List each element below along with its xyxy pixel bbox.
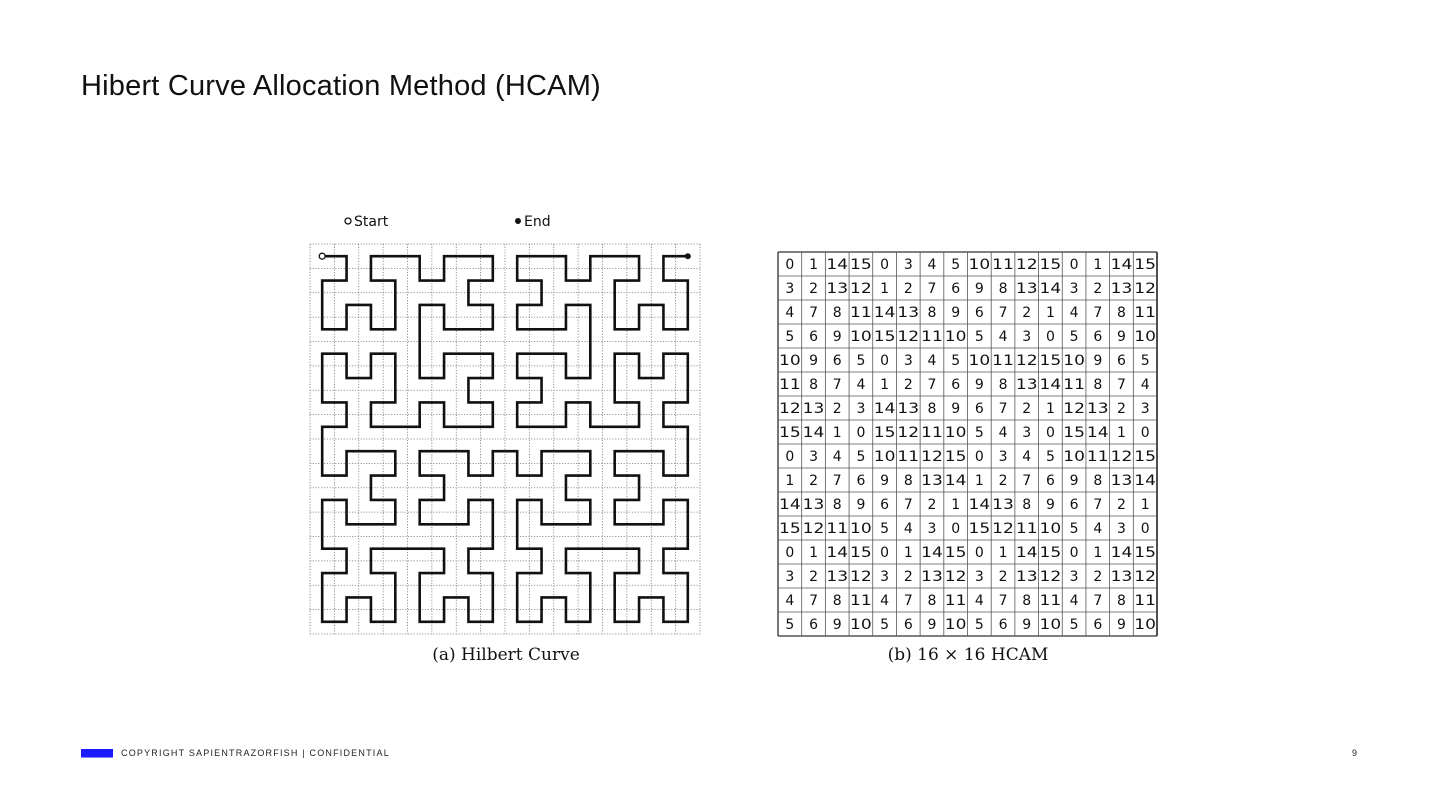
curve-end-icon [685, 253, 691, 259]
hcam-cell-value: 9 [856, 497, 866, 513]
hcam-cell-value: 1 [880, 281, 890, 297]
hcam-cell-value: 1 [1117, 425, 1126, 441]
hcam-cell-value: 4 [856, 377, 866, 393]
hcam-cell-value: 14 [802, 425, 825, 441]
hcam-cell-value: 3 [903, 257, 913, 273]
hcam-cell-value: 10 [968, 353, 991, 369]
hcam-cell-value: 12 [992, 521, 1014, 537]
hcam-cell-value: 11 [1039, 593, 1062, 609]
hcam-cell-value: 7 [927, 281, 937, 297]
hcam-cell-value: 13 [826, 569, 849, 585]
hilbert-curve-figure [300, 205, 720, 675]
hcam-cell-value: 15 [944, 449, 967, 465]
hcam-cell-value: 5 [785, 329, 795, 345]
hcam-cell-value: 12 [850, 569, 872, 585]
footer-copyright: COPYRIGHT SAPIENTRAZORFISH | CONFIDENTIAL [121, 748, 390, 758]
hcam-cell-value: 0 [1069, 257, 1079, 273]
hcam-cell-value: 5 [974, 617, 984, 633]
hcam-cell-value: 2 [1093, 569, 1103, 585]
hcam-cell-value: 8 [998, 377, 1008, 393]
hcam-cell-value: 2 [1093, 281, 1103, 297]
hcam-cell-value: 6 [832, 353, 842, 369]
hcam-cell-value: 4 [998, 425, 1008, 441]
hcam-cell-value: 15 [873, 425, 896, 441]
hcam-cell-value: 13 [802, 497, 825, 513]
hcam-cell-value: 9 [974, 377, 984, 393]
hcam-cell-value: 3 [903, 353, 913, 369]
hcam-cell-value: 14 [1110, 257, 1133, 273]
hcam-cell-value: 5 [1069, 329, 1079, 345]
hcam-cell-value: 0 [880, 257, 890, 273]
hcam-cell-value: 3 [927, 521, 937, 537]
hcam-cell-value: 14 [1039, 281, 1062, 297]
hcam-cell-value: 1 [903, 545, 913, 561]
hcam-cell-value: 8 [1093, 473, 1103, 489]
hcam-cell-value: 4 [1022, 449, 1032, 465]
hcam-cell-value: 6 [1093, 617, 1103, 633]
hcam-cell-value: 0 [880, 545, 890, 561]
hcam-cell-value: 13 [1110, 473, 1133, 489]
hcam-cell-value: 10 [1039, 617, 1062, 633]
hcam-cell-value: 5 [951, 257, 961, 273]
hcam-cell-value: 7 [903, 593, 913, 609]
hcam-cell-value: 10 [944, 425, 967, 441]
hcam-cell-value: 7 [1022, 473, 1032, 489]
hcam-cell-value: 8 [1093, 377, 1103, 393]
hcam-cell-value: 11 [778, 377, 801, 393]
hcam-cell-value: 12 [1134, 281, 1157, 297]
hcam-cell-value: 8 [998, 281, 1008, 297]
hcam-cell-value: 9 [974, 281, 984, 297]
hcam-cell-value: 13 [1015, 377, 1038, 393]
hcam-cell-value: 1 [809, 545, 818, 561]
hcam-cell-value: 15 [1134, 449, 1157, 465]
hcam-cell-value: 1 [951, 497, 961, 513]
slide-title: Hibert Curve Allocation Method (HCAM) [81, 70, 601, 102]
hcam-cell-value: 8 [927, 593, 937, 609]
end-marker-icon [515, 218, 521, 224]
hcam-cell-value: 15 [850, 257, 872, 273]
hcam-cell-value: 10 [850, 329, 872, 345]
hcam-cell-value: 13 [897, 401, 920, 417]
hcam-cell-value: 13 [1110, 281, 1133, 297]
hcam-cell-value: 12 [1015, 257, 1038, 273]
hcam-cell-value: 10 [1063, 449, 1085, 465]
hcam-cell-value: 5 [974, 329, 984, 345]
hcam-cell-value: 1 [1093, 257, 1103, 273]
hcam-cell-value: 7 [903, 497, 913, 513]
hcam-cell-value: 8 [1117, 593, 1126, 609]
hcam-cell-value: 7 [998, 593, 1008, 609]
hcam-cell-value: 14 [1039, 377, 1062, 393]
hcam-cell-value: 2 [1022, 401, 1032, 417]
hcam-cell-value: 15 [778, 425, 801, 441]
hcam-cell-value: 10 [944, 329, 967, 345]
hcam-cell-value: 4 [927, 353, 937, 369]
hcam-cell-value: 15 [968, 521, 991, 537]
hcam-cell-value: 6 [974, 305, 984, 321]
hcam-cell-value: 13 [802, 401, 825, 417]
hcam-cell-value: 1 [1045, 401, 1055, 417]
hcam-cell-value: 10 [1063, 353, 1085, 369]
hcam-cell-value: 10 [1134, 617, 1157, 633]
hcam-cell-value: 2 [903, 569, 913, 585]
hcam-cell-value: 4 [785, 593, 795, 609]
hcam-cell-value: 15 [778, 521, 801, 537]
hcam-cell-value: 14 [921, 545, 943, 561]
hcam-cell-value: 15 [1039, 545, 1062, 561]
hcam-cell-value: 0 [974, 449, 984, 465]
hcam-cell-value: 6 [951, 377, 961, 393]
hcam-cell-value: 9 [1117, 617, 1126, 633]
hcam-cell-value: 10 [873, 449, 896, 465]
page-number: 9 [1352, 748, 1358, 758]
hcam-cell-value: 2 [1117, 497, 1126, 513]
hcam-cell-value: 0 [856, 425, 866, 441]
hcam-cell-value: 6 [998, 617, 1008, 633]
hcam-cell-value: 4 [1069, 305, 1079, 321]
hcam-cell-value: 4 [903, 521, 913, 537]
hcam-cell-value: 0 [974, 545, 984, 561]
hcam-cell-value: 1 [998, 545, 1008, 561]
hcam-cell-value: 10 [850, 617, 872, 633]
hcam-cell-value: 8 [832, 497, 842, 513]
hcam-cell-value: 7 [832, 473, 842, 489]
hcam-cell-value: 7 [832, 377, 842, 393]
hcam-cell-value: 8 [1022, 593, 1032, 609]
hcam-cell-value: 12 [944, 569, 967, 585]
hcam-cell-value: 3 [998, 449, 1008, 465]
hcam-cell-value: 9 [880, 473, 890, 489]
hcam-cell-value: 7 [998, 401, 1008, 417]
hcam-cell-value: 12 [1134, 569, 1157, 585]
hcam-cell-value: 12 [1063, 401, 1085, 417]
hcam-cell-value: 6 [809, 617, 818, 633]
hcam-cell-value: 12 [802, 521, 825, 537]
hcam-cell-value: 3 [1140, 401, 1150, 417]
hcam-cell-value: 9 [1117, 329, 1126, 345]
hcam-cell-value: 12 [921, 449, 943, 465]
hcam-cell-value: 6 [1093, 329, 1103, 345]
hcam-cell-value: 9 [1022, 617, 1032, 633]
hcam-cell-value: 2 [998, 473, 1008, 489]
hcam-cell-value: 13 [921, 473, 943, 489]
hcam-cell-value: 6 [856, 473, 866, 489]
hcam-cell-value: 14 [873, 401, 896, 417]
hcam-cell-value: 8 [809, 377, 818, 393]
hcam-cell-value: 5 [1045, 449, 1055, 465]
hcam-cell-value: 7 [809, 305, 818, 321]
hcam-cell-value: 3 [880, 569, 890, 585]
hcam-cell-value: 11 [992, 257, 1014, 273]
hcam-cell-value: 13 [921, 569, 943, 585]
hcam-cell-value: 0 [1140, 521, 1150, 537]
hcam-cell-value: 2 [809, 473, 818, 489]
hcam-cell-value: 1 [974, 473, 984, 489]
hcam-cell-value: 4 [974, 593, 984, 609]
hcam-cell-value: 5 [974, 425, 984, 441]
hcam-cell-value: 3 [785, 569, 795, 585]
start-marker-icon [345, 218, 351, 224]
hcam-cell-value: 15 [1063, 425, 1085, 441]
hcam-cell-value: 12 [778, 401, 801, 417]
hcam-cell-value: 0 [785, 449, 795, 465]
hcam-cell-value: 8 [1117, 305, 1126, 321]
hcam-cell-value: 4 [880, 593, 890, 609]
hcam-cell-value: 7 [1117, 377, 1126, 393]
hcam-cell-value: 9 [809, 353, 818, 369]
hcam-cell-value: 14 [1015, 545, 1038, 561]
hcam-cell-value: 15 [873, 329, 896, 345]
hcam-cell-value: 5 [951, 353, 961, 369]
hcam-cell-value: 15 [1039, 257, 1062, 273]
hcam-cell-value: 10 [850, 521, 872, 537]
hcam-cell-value: 6 [1117, 353, 1126, 369]
hcam-cell-value: 5 [785, 617, 795, 633]
hcam-table-figure [770, 245, 1170, 675]
hcam-cell-value: 5 [880, 521, 890, 537]
hcam-cell-value: 11 [921, 425, 943, 441]
hcam-cell-value: 13 [992, 497, 1014, 513]
hcam-cell-value: 2 [903, 281, 913, 297]
figure-a-caption: (a) Hilbert Curve [432, 645, 580, 665]
hcam-cell-value: 0 [1069, 545, 1079, 561]
hcam-cell-value: 2 [998, 569, 1008, 585]
hcam-cell-value: 6 [951, 281, 961, 297]
hcam-cell-value: 10 [968, 257, 991, 273]
hcam-cell-value: 4 [1069, 593, 1079, 609]
hcam-cell-value: 15 [944, 545, 967, 561]
hcam-cell-value: 2 [927, 497, 937, 513]
hcam-cell-value: 15 [1134, 545, 1157, 561]
hcam-cell-value: 8 [927, 401, 937, 417]
hcam-cell-value: 1 [1093, 545, 1103, 561]
hcam-cell-value: 8 [927, 305, 937, 321]
hcam-cell-value: 2 [1117, 401, 1126, 417]
hcam-cell-value: 13 [1015, 281, 1038, 297]
hcam-cell-value: 4 [1140, 377, 1150, 393]
hcam-cell-value: 8 [832, 593, 842, 609]
hcam-cell-value: 13 [897, 305, 920, 321]
hcam-cell-value: 6 [1045, 473, 1055, 489]
hcam-cell-value: 7 [1093, 593, 1103, 609]
hcam-cell-value: 8 [903, 473, 913, 489]
hcam-cell-value: 11 [1134, 305, 1157, 321]
hcam-cell-value: 5 [1140, 353, 1150, 369]
hcam-cell-value: 14 [968, 497, 991, 513]
dotted-grid [310, 244, 700, 634]
hcam-cell-value: 6 [1069, 497, 1079, 513]
hcam-cell-value: 1 [880, 377, 890, 393]
hcam-cell-value: 9 [951, 401, 961, 417]
start-label: Start [354, 214, 389, 230]
hcam-cell-value: 12 [1015, 353, 1038, 369]
end-legend [515, 214, 551, 230]
hcam-cell-value: 15 [1134, 257, 1157, 273]
hcam-cell-value: 7 [1093, 497, 1103, 513]
hcam-cell-value: 15 [1039, 353, 1062, 369]
hcam-cell-value: 4 [1093, 521, 1103, 537]
hcam-cell-value: 11 [850, 593, 872, 609]
hcam-cell-value: 3 [809, 449, 818, 465]
start-legend [345, 214, 389, 230]
hcam-cell-value: 3 [785, 281, 795, 297]
hcam-cell-value: 8 [1022, 497, 1032, 513]
hcam-cell-value: 14 [1110, 545, 1133, 561]
hcam-cell-value: 1 [809, 257, 818, 273]
hcam-cell-value: 10 [1039, 521, 1062, 537]
footer-accent-bar [81, 749, 113, 758]
hcam-cell-value: 11 [1086, 449, 1109, 465]
hcam-cell-value: 2 [809, 569, 818, 585]
hcam-cell-value: 1 [1045, 305, 1055, 321]
hcam-cell-value: 11 [826, 521, 849, 537]
hcam-cell-value: 2 [1022, 305, 1032, 321]
hcam-cell-value: 15 [850, 545, 872, 561]
figure-b-caption: (b) 16 × 16 HCAM [887, 645, 1049, 665]
hcam-cell-value: 2 [809, 281, 818, 297]
curve-start-icon [319, 253, 325, 259]
hcam-cell-value: 3 [856, 401, 866, 417]
hcam-cell-value: 9 [1093, 353, 1103, 369]
hcam-cell-value: 0 [785, 257, 795, 273]
hcam-cell-value: 14 [778, 497, 801, 513]
hcam-cell-value: 6 [880, 497, 890, 513]
hcam-cell-value: 9 [1045, 497, 1055, 513]
hcam-cell-value: 14 [1086, 425, 1109, 441]
hcam-cell-value: 9 [832, 329, 842, 345]
hcam-cell-value: 7 [1093, 305, 1103, 321]
hcam-cell-value: 0 [880, 353, 890, 369]
hcam-cell-value: 14 [826, 257, 849, 273]
hcam-cell-value: 9 [951, 305, 961, 321]
hcam-cell-value: 3 [1069, 281, 1079, 297]
hcam-cell-value: 13 [1086, 401, 1109, 417]
hcam-cell-value: 14 [944, 473, 967, 489]
hcam-cell-value: 10 [1134, 329, 1157, 345]
hcam-cell-value: 3 [1022, 329, 1032, 345]
hcam-cell-value: 0 [951, 521, 961, 537]
hcam-cell-value: 3 [1117, 521, 1126, 537]
hcam-cell-value: 0 [1045, 329, 1055, 345]
hcam-cell-value: 12 [897, 425, 920, 441]
hcam-cell-value: 0 [1140, 425, 1150, 441]
hcam-cell-value: 5 [1069, 617, 1079, 633]
hcam-cell-value: 4 [927, 257, 937, 273]
hcam-cell-value: 4 [998, 329, 1008, 345]
hcam-cell-value: 1 [1140, 497, 1150, 513]
hcam-cell-value: 4 [785, 305, 795, 321]
hcam-cell-value: 5 [856, 449, 866, 465]
hcam-cell-value: 11 [944, 593, 967, 609]
hcam-cell-value: 7 [927, 377, 937, 393]
hcam-cell-value: 12 [897, 329, 920, 345]
hcam-cell-value: 6 [903, 617, 913, 633]
hcam-cell-value: 12 [1039, 569, 1062, 585]
hcam-cell-value: 1 [785, 473, 795, 489]
hcam-cell-value: 10 [778, 353, 801, 369]
hcam-cell-value: 6 [809, 329, 818, 345]
hcam-cell-value: 5 [880, 617, 890, 633]
hcam-cell-value: 11 [897, 449, 920, 465]
hcam-cell-value: 2 [903, 377, 913, 393]
hcam-cell-value: 11 [1134, 593, 1157, 609]
hcam-cell-value: 11 [850, 305, 872, 321]
hcam-cell-value: 11 [1015, 521, 1038, 537]
hcam-cell-value: 0 [1045, 425, 1055, 441]
hcam-cell-value: 6 [974, 401, 984, 417]
hcam-cell-value: 5 [856, 353, 866, 369]
hcam-cell-value: 13 [1015, 569, 1038, 585]
hcam-cell-value: 12 [850, 281, 872, 297]
hcam-cell-value: 14 [1134, 473, 1157, 489]
hcam-cell-value: 11 [1063, 377, 1085, 393]
hcam-cell-value: 7 [998, 305, 1008, 321]
hcam-cell-value: 3 [1069, 569, 1079, 585]
hcam-cell-value: 11 [921, 329, 943, 345]
hcam-cell-value: 3 [974, 569, 984, 585]
hcam-cell-value: 13 [826, 281, 849, 297]
hcam-cell-value: 3 [1022, 425, 1032, 441]
hcam-cell-value: 2 [832, 401, 842, 417]
hcam-cell-value: 9 [1069, 473, 1079, 489]
end-label: End [524, 214, 551, 230]
hcam-cell-value: 14 [873, 305, 896, 321]
hcam-cell-value: 4 [832, 449, 842, 465]
hcam-cell-value: 12 [1110, 449, 1133, 465]
hcam-cell-value: 1 [832, 425, 842, 441]
hcam-cell-value: 5 [1069, 521, 1079, 537]
hcam-cell-value: 9 [832, 617, 842, 633]
hcam-cell-value: 13 [1110, 569, 1133, 585]
hcam-cell-value: 7 [809, 593, 818, 609]
hcam-cell-value: 10 [944, 617, 967, 633]
hcam-cell-value: 14 [826, 545, 849, 561]
hcam-cell-value: 11 [992, 353, 1014, 369]
hcam-cell-value: 9 [927, 617, 937, 633]
hcam-cell-value: 0 [785, 545, 795, 561]
hcam-cell-value: 8 [832, 305, 842, 321]
